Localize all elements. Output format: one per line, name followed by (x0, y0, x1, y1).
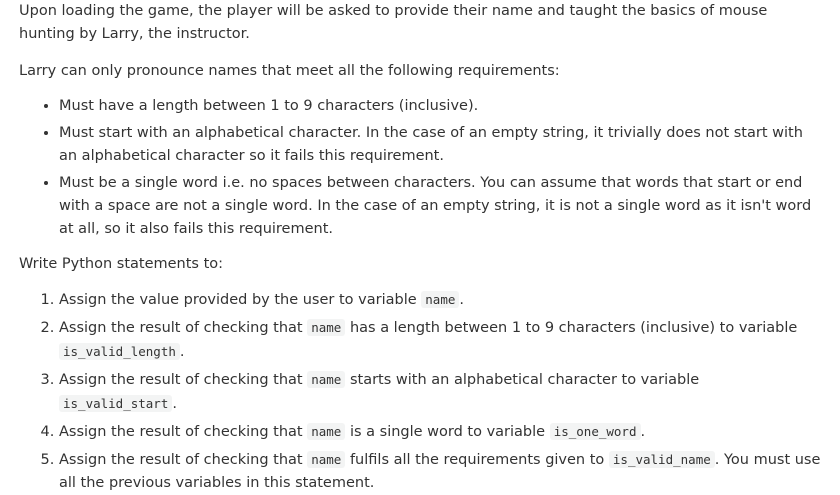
step-text: Assign the result of checking that (59, 372, 308, 388)
task-intro: Write Python statements to: (19, 256, 224, 272)
requirements-list (19, 95, 821, 241)
step-text: Assign the result of checking that (59, 452, 308, 468)
step-item (59, 316, 821, 364)
intro-paragraph: Upon loading the game, the player will be asked to provide their name and taught the basics of mouse hunting by Larry, the instructor. (19, 3, 768, 42)
step-text: fulfils all the requirements given to (345, 452, 609, 468)
step-text: Assign the result of checking that (59, 424, 308, 440)
step-text: . (172, 396, 177, 412)
step-text: starts with an alphabetical character to variable (345, 372, 700, 388)
code-name: name (421, 291, 459, 308)
requirement-item: • Must be a single word i.e. no spaces between characters. You can assume that words that start or end with a space are not a single word. In the case of an empty string, it is not a single word as it isn't word at all, so it also fails this requirement. (59, 172, 821, 241)
requirement-item: • Must start with an alphabetical character. In the case of an empty string, it trivially does not start with an alphabetical character so it fails this requirement. (59, 122, 821, 168)
step-item (59, 368, 821, 416)
step-text: . (640, 424, 646, 440)
code-name: name (307, 371, 345, 388)
requirements-intro: Larry can only pronounce names that meet all the following requirements: (19, 63, 560, 79)
step-text: Assign the value provided by the user to variable (59, 292, 422, 308)
step-text: has a length between 1 to 9 characters (inclusive) to variable (345, 320, 798, 336)
step-item (59, 448, 821, 495)
step-item (59, 288, 821, 312)
steps-list (19, 288, 821, 495)
step-text: . You must use all the previous variables in this statement. (59, 452, 821, 491)
code-is-one-word: is_one_word (550, 423, 641, 440)
code-is-valid-name: is_valid_name (609, 451, 715, 468)
code-is-valid-start: is_valid_start (59, 395, 172, 412)
step-text: . (179, 344, 185, 360)
code-name: name (307, 451, 345, 468)
step-text: Assign the result of checking that (59, 320, 308, 336)
step-text: . (459, 292, 464, 308)
code-is-valid-length: is_valid_length (59, 343, 180, 360)
code-name: name (307, 423, 345, 440)
step-text: is a single word to variable (345, 424, 550, 440)
code-name: name (307, 319, 345, 336)
requirement-item: • Must have a length between 1 to 9 characters (inclusive). (59, 95, 821, 118)
step-item (59, 420, 821, 444)
